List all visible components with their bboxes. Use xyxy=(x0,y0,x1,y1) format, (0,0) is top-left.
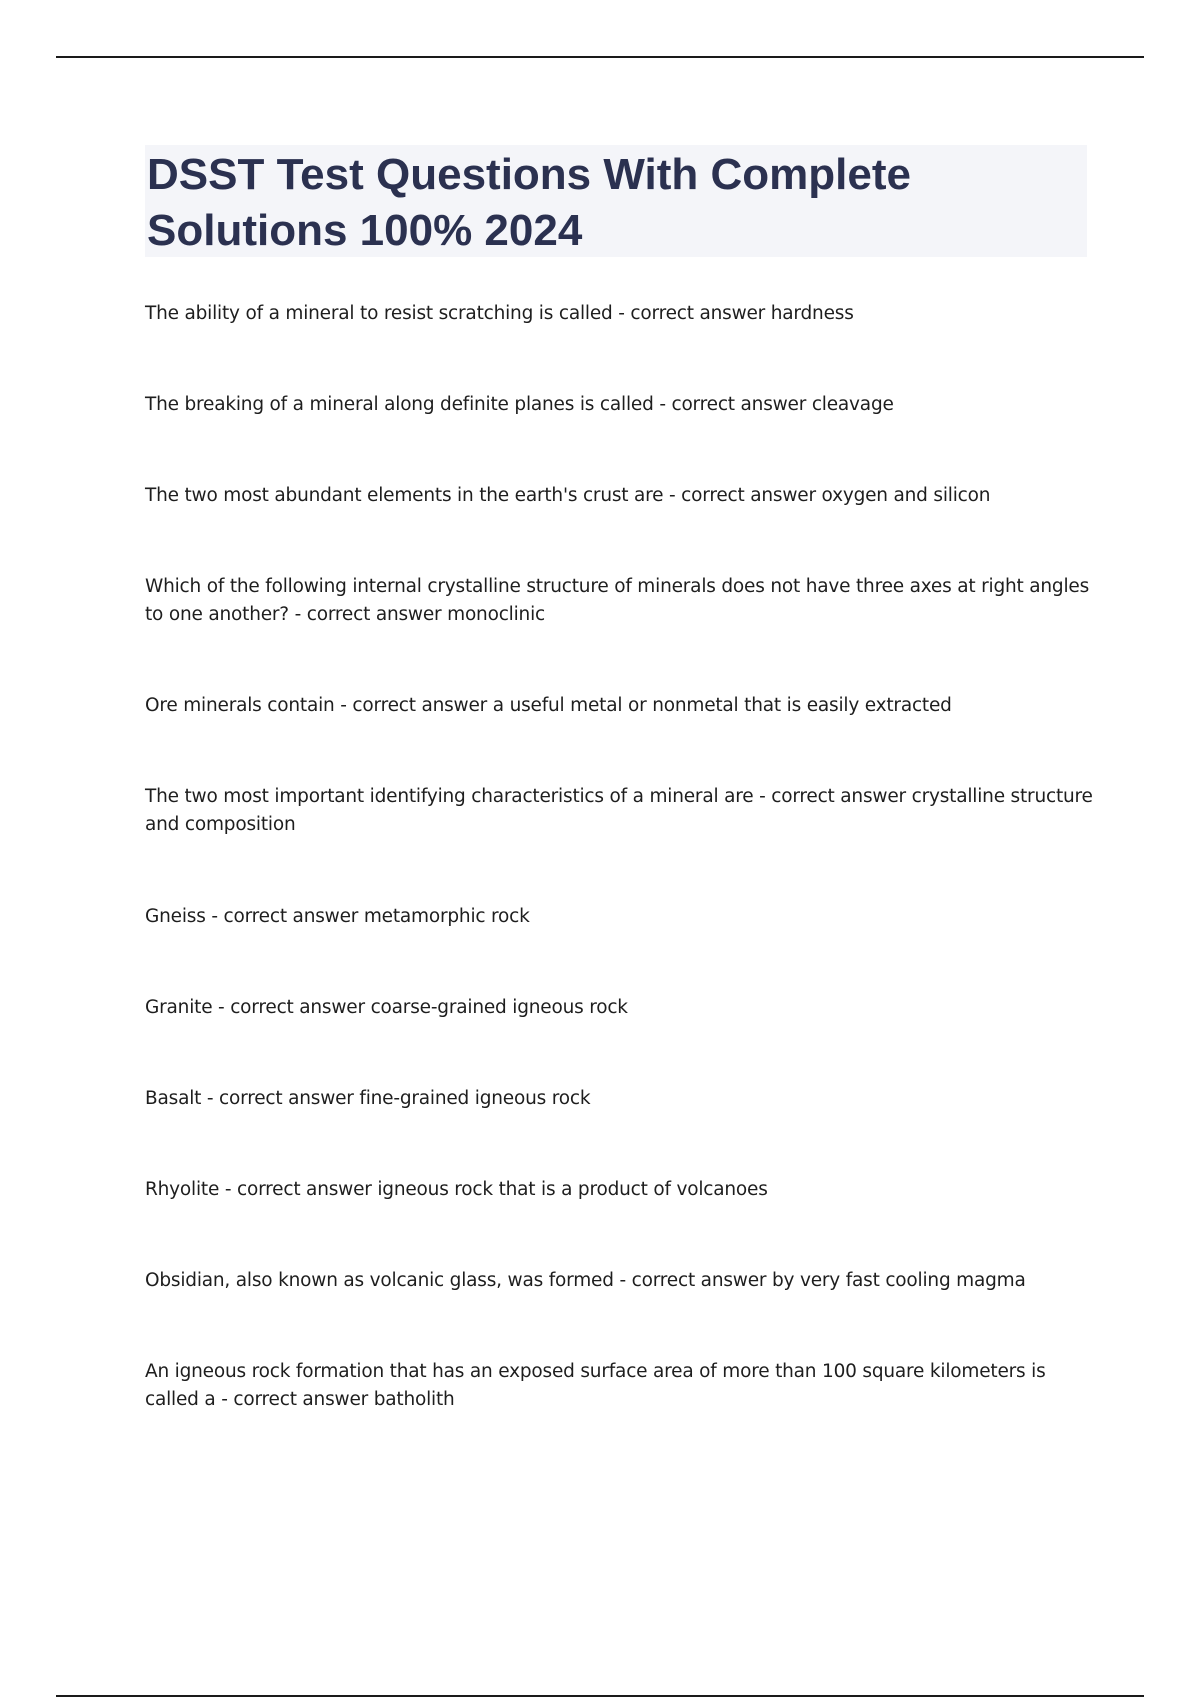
qa-item: Gneiss - correct answer metamorphic rock xyxy=(145,906,530,927)
qa-item: The ability of a mineral to resist scratching is called - correct answer hardness xyxy=(145,303,854,324)
top-rule xyxy=(56,56,1144,58)
qa-item: The two most abundant elements in the earth's crust are - correct answer oxygen and silicon xyxy=(145,485,991,506)
document-title: DSST Test Questions With Complete Solutions 100% 2024 xyxy=(147,150,911,255)
qa-item: Granite - correct answer coarse-grained igneous rock xyxy=(145,997,628,1018)
qa-item: The two most important identifying characteristics of a mineral are - correct answer crystalline structure and composition xyxy=(145,786,1093,835)
qa-item: Basalt - correct answer fine-grained igneous rock xyxy=(145,1088,591,1109)
qa-item: The breaking of a mineral along definite planes is called - correct answer cleavage xyxy=(145,394,894,415)
bottom-rule xyxy=(56,1695,1144,1697)
qa-item: Which of the following internal crystalline structure of minerals does not have three axes at right angles to one another? - correct answer monoclinic xyxy=(145,576,1090,625)
title-block xyxy=(145,145,1087,257)
qa-item: Rhyolite - correct answer igneous rock that is a product of volcanoes xyxy=(145,1179,768,1200)
qa-item: An igneous rock formation that has an exposed surface area of more than 100 square kilometers is called a - correct answer batholith xyxy=(145,1361,1046,1410)
qa-item: Ore minerals contain - correct answer a useful metal or nonmetal that is easily extracted xyxy=(145,695,952,716)
qa-item: Obsidian, also known as volcanic glass, was formed - correct answer by very fast cooling magma xyxy=(145,1270,1026,1291)
